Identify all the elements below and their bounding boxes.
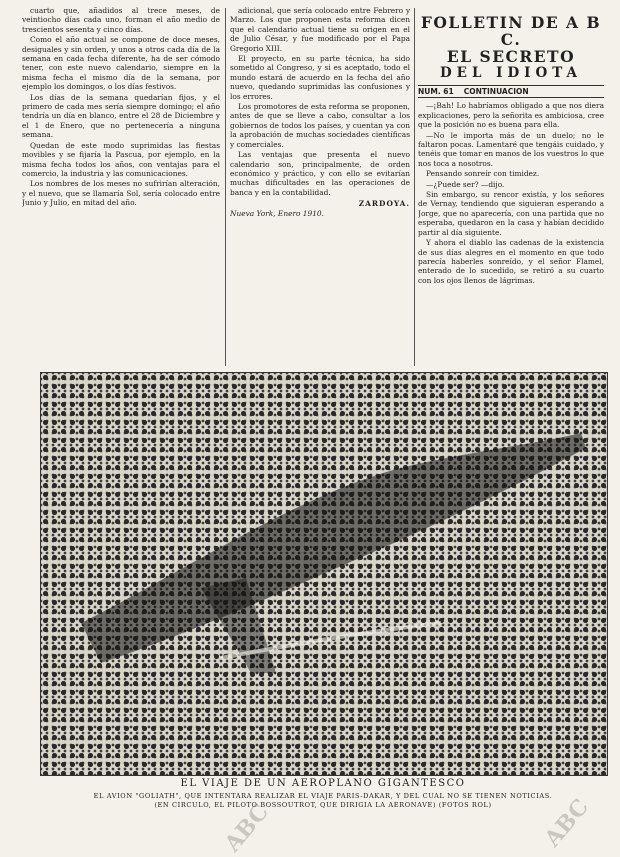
paragraph: Como el año actual se compone de doce meses, desiguales y sin orden, y unos a otros cada día de la semana en cada fecha diferente, ha de ser cómodo tener, con este nuevo calendario, siempre en la misma fecha el mismo día de la semana, por ejemplo los domingos, o los días festivos. [22, 35, 220, 92]
paragraph: —No le importa más de un duelo; no le faltaron pocas. Lamentaré que tengáis cuidado, y tenéis que tomar en manos de los vuestros lo que nos toca a nosotros. [418, 130, 604, 168]
paragraph: Los promotores de esta reforma se proponen, antes de que se lleve a cabo, consultar a los gobiernos de todos los países, y cuentan ya con la aprobación de muchas sociedades científicas y comerciales. [230, 102, 410, 149]
paragraph: Los nombres de los meses no sufrirían alteración, y el nuevo, que se llamaría Sol, sería colocado entre Junio y Julio, en mitad del año. [22, 179, 220, 208]
paragraph: —¡Bah! Lo habríamos obligado a que nos diera explicaciones, pero la señorita es ambiciosa, cree que la posición no es buena para ella. [418, 101, 604, 130]
paragraph: cuarto que, añadidos al trece meses, de veintiocho días cada uno, forman el año medio de trescientos sesenta y cinco días. [22, 6, 220, 34]
abc-watermark: ABC [539, 794, 594, 852]
article-column-2 [230, 6, 410, 370]
paragraph: adicional, que sería colocado entre Febrero y Marzo. Los que proponen esta reforma dicen que el calendario actual tiene su origen en el de Julio César, y fue modificado por el Papa Gregorio XIII. [230, 6, 410, 53]
photo-caption-line: EL AVION "GOLIATH", QUE INTENTARA REALIZAR EL VIAJE PARIS-DAKAR, Y DEL CUAL NO SE TIENEN NOTICIAS. [93, 792, 553, 800]
aeroplane-silhouette [41, 373, 607, 775]
paragraph: —¿Puede ser? —dijo. [426, 179, 505, 189]
feuilleton-number: NUM. 61 [418, 87, 454, 96]
column-rule-2 [414, 8, 415, 366]
paragraph: El proyecto, en su parte técnica, ha sido sometido al Congreso, y si es aceptado, todo el mundo estará de acuerdo en la fecha del año nuevo, quedando suprimidas las confusiones y los errores. [230, 54, 410, 101]
photo-caption-line: (EN CIRCULO, EL PILOTO BOSSOUTROT, QUE DIRIGIA LA AERONAVE) (FOTOS ROL) [154, 801, 492, 809]
paragraph: Los días de la semana quedarían fijos, y el primero de cada mes sería siempre domingo; el año tendría un día en blanco, entre el 28 de Diciembre y el 1 de Enero, que no pertenecería a ninguna semana. [22, 92, 220, 140]
feuilleton-title: FOLLETIN DE A B C. [420, 13, 602, 49]
article-signature: ZARDOYA. [358, 199, 410, 209]
feuilleton-meta [418, 85, 604, 98]
photo-caption-title: EL VIAJE DE UN AEROPLANO GIGANTESCO [180, 778, 466, 789]
paragraph: Las ventajas que presenta el nuevo calendario son, principalmente, de orden económico y práctico, y con ello se evitarían muchas dificultades en las operaciones de banca y en la contabilidad. [230, 150, 410, 197]
paragraph: Sin embargo, su rencor existía, y los señores de Vernay, tendiendo que siguieran esperando a Jorge, que no aparecería, con una partida que no esperaba, quedaron en la casa y habían decidido partir al día siguiente. [418, 190, 604, 237]
abc-watermark: ABC [219, 799, 274, 857]
paragraph: Pensando sonreír con timidez. [426, 169, 540, 179]
paragraph: Y ahora el diablo las cadenas de la existencia de sus días alegres en el momento en que todo parecía haberles sonreído, y el señor Flamel, enterado de lo sucedido, se retiró a su cuarto con los ojos llenos de lágrimas. [418, 238, 604, 285]
article-dateline: Nueva York, Enero 1910. [230, 208, 324, 218]
column-rule-1 [225, 8, 226, 366]
feuilleton-subtitle-2: DEL IDIOTA [439, 65, 583, 81]
photo-caption [40, 792, 606, 810]
feuilleton-column [418, 6, 604, 370]
feuilleton-subtitle: EL SECRETO [446, 47, 576, 66]
feuilleton-continuation: CONTINUACION [463, 87, 529, 96]
paragraph: Quedan de este modo suprimidas las fiestas movibles y se fijaría la Pascua, por ejemplo, en la misma fecha todos los años, con ventajas para el comercio, la industria y las comunicaciones. [22, 140, 220, 178]
article-column-1 [22, 6, 220, 370]
aeroplane-photo [40, 372, 608, 776]
